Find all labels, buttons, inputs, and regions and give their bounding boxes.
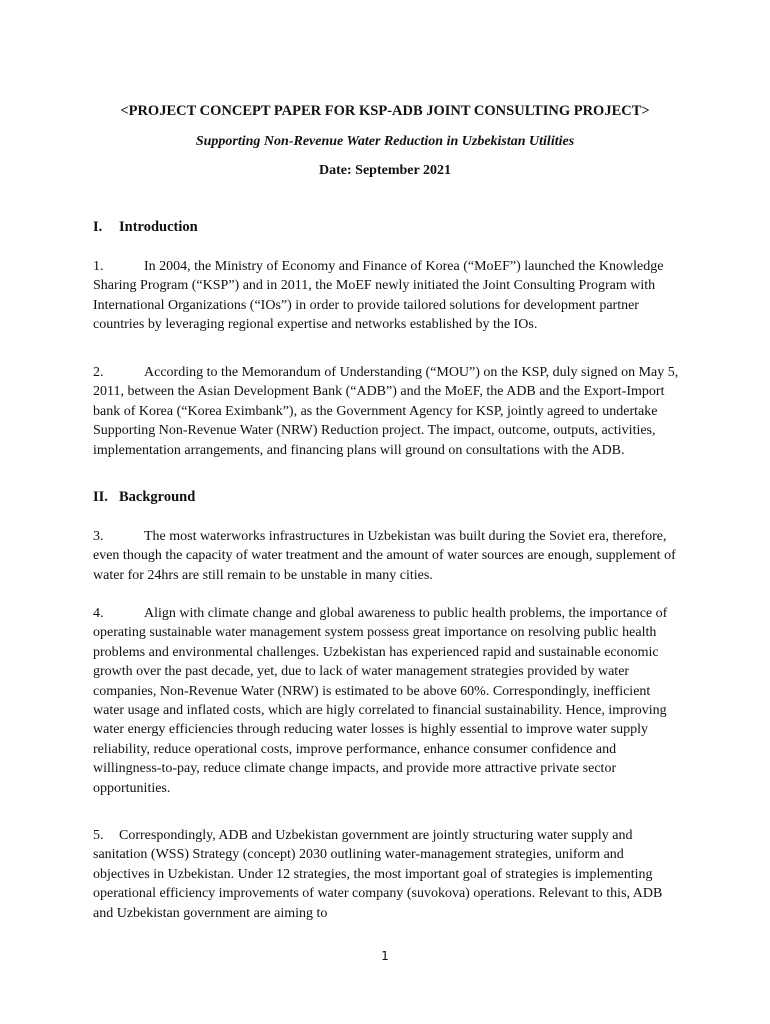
paragraph-text: In 2004, the Ministry of Economy and Finance of Korea (“MoEF”) launched the Knowledge Sharing Program (“KSP”) and in 2011, the MoEF newly initiated the Joint Consulting Program with International Organizations (“IOs”) in order to provide tailored solutions for development partner countries by leveraging regional expertise and networks established by the IOs. xyxy=(93,259,664,333)
paragraph-2 xyxy=(93,363,683,460)
paragraph-5 xyxy=(93,826,683,923)
paragraph-text: Correspondingly, ADB and Uzbekistan government are jointly structuring water supply and sanitation (WSS) Strategy (concept) 2030 outlining water-management strategies, uniform and objectives in Uzbekistan. Under 12 strategies, the most important goal of strategies is implementing operational efficiency improvements of water company (suvokova) operations. Relevant to this, ADB and Uzbekistan government are aiming to xyxy=(93,828,663,921)
paragraph-number: 1. xyxy=(93,259,104,274)
section-number: II. xyxy=(93,489,108,505)
document-subtitle: Supporting Non-Revenue Water Reduction in Uzbekistan Utilities xyxy=(195,134,575,149)
section-number: I. xyxy=(93,219,103,235)
paragraph-4 xyxy=(93,604,683,798)
paragraph-3 xyxy=(93,527,683,585)
paragraph-number: 4. xyxy=(93,606,104,621)
section-heading-introduction xyxy=(93,218,198,237)
paragraph-number: 5. xyxy=(93,828,104,843)
paragraph-text: Align with climate change and global awareness to public health problems, the importance of operating sustainable water management system possess great importance on resolving public health problems and environmental challenges. Uzbekistan has experienced rapid and sustainable economic growth over the past decade, yet, due to lack of water management strategies provided by water companies, Non-Revenue Water (NRW) is estimated to be above 60%. Correspondingly, inefficient water usage and inflated costs, which are higly correlated to financial sustainability. Hence, improving water energy efficiencies through reducing water losses is highly essential to improve water supply reliability, reduce operational costs, improve performance, enhance consumer confidence and willingness-to-pay, reduce climate change impacts, and provide more attractive private sector opportunities. xyxy=(93,606,668,796)
paragraph-1 xyxy=(93,257,683,335)
document-date: Date: September 2021 xyxy=(319,163,451,178)
document-title: <PROJECT CONCEPT PAPER FOR KSP-ADB JOINT CONSULTING PROJECT> xyxy=(120,103,650,119)
paragraph-number: 2. xyxy=(93,365,104,380)
section-title: Introduction xyxy=(119,219,198,235)
section-heading-background xyxy=(93,488,195,507)
paragraph-text: According to the Memorandum of Understanding (“MOU”) on the KSP, duly signed on May 5, 2011, between the Asian Development Bank (“ADB”) and the MoEF, the ADB and the Export-Import bank of Korea (“Korea Eximbank”), as the Government Agency for KSP, jointly agreed to undertake Supporting Non-Revenue Water (NRW) Reduction project. The impact, outcome, outputs, activities, implementation arrangements, and financing plans will ground on consultations with the ADB. xyxy=(93,365,679,458)
page-number: 1 xyxy=(381,949,389,963)
section-title: Background xyxy=(119,489,196,505)
paragraph-number: 3. xyxy=(93,529,104,544)
paragraph-text: The most waterworks infrastructures in Uzbekistan was built during the Soviet era, therefore, even though the capacity of water treatment and the amount of water sources are enough, supplement of water for 24hrs are still remain to be unstable in many cities. xyxy=(93,529,676,583)
